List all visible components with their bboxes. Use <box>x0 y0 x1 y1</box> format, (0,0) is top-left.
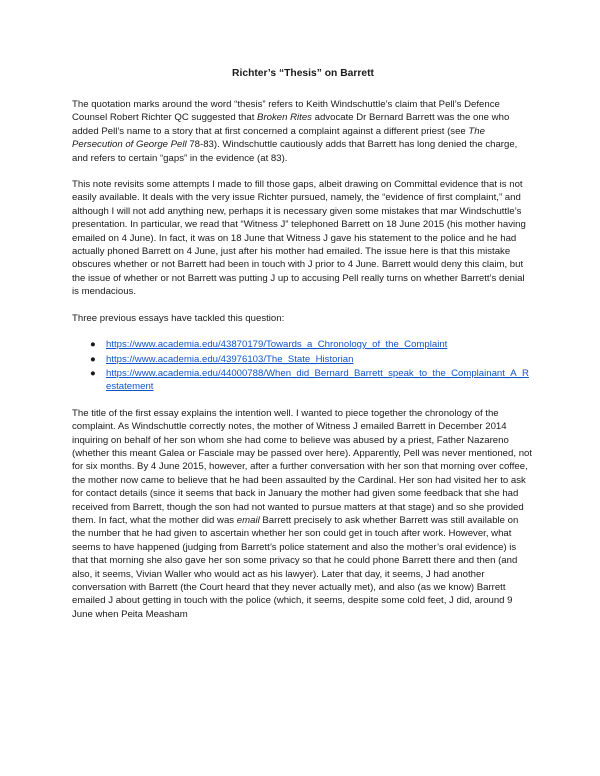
bullet-icon: ● <box>90 367 96 379</box>
document-title: Richter’s “Thesis” on Barrett <box>232 68 374 79</box>
essay-link-state-historian[interactable]: https://www.academia.edu/43976103/The_State_Historian <box>106 353 354 365</box>
essay-link-list <box>72 338 534 394</box>
paragraph-intro-italic-b: Broken Rites <box>257 112 312 124</box>
paragraph-intro-text-e: 78-83). Windschuttle cautiously adds that Barrett has long denied the charge, and refers to certain “gaps” in the evidence (at 83). <box>72 139 518 164</box>
paragraph-intro-text-c: advocate Dr Bernard Barrett was the one who added Pell’s name to a story that at first concerned a complaint against a different priest (see <box>72 112 510 137</box>
bullet-icon: ● <box>90 353 96 365</box>
paragraph-essays-intro: Three previous essays have tackled this question: <box>72 312 285 324</box>
paragraph-intro-text-a: The quotation marks around the word “thesis” refers to Keith Windschuttle’s claim that Pell’s Defence Counsel Robert Richter QC suggested that <box>72 99 500 124</box>
list-item <box>90 338 534 351</box>
paragraph-chronology <box>72 407 534 622</box>
paragraph-intro <box>72 98 534 165</box>
paragraph-note: This note revisits some attempts I made to fill those gaps, albeit drawing on Committal evidence that is not easily available. It deals with the very issue Richter pursued, namely, the “evidence of first complaint,” and although I will not add anything new, perhaps it is necessary given some mistakes that mar Windschuttle’s presentation. In particular, we read that “Witness J” telephoned Barrett on 18 June 2015 (his mother having emailed on 4 June). In fact, it was on 18 June that Witness J gave his statement to the police and he had actually phoned Barrett on 4 June, just after his mother had emailed. The issue here is that this mistake obscures whether or not Barrett had been in touch with J prior to 4 June. Barrett would deny this claim, but the issue of whether or not Barrett was putting J up to accusing Pell really turns on whether Barrett’s denial is mendacious. <box>72 179 526 298</box>
paragraph-chronology-italic-b: email <box>236 514 260 526</box>
bullet-icon: ● <box>90 339 96 351</box>
list-item <box>90 353 534 366</box>
paragraph-chronology-text-a: The title of the first essay explains the intention well. I wanted to piece together the chronology of the complaint. As Windschuttle correctly notes, the mother of Witness J emailed Barrett in December 2014 inquiring on behalf of her son whom she had come to believe was abused by a priest, Father Nazareno (whether this meant Galea or Fasciale may be passed over here). Apparently, Pell was never mentioned, not for six months. By 4 June 2015, however, after a further conversation with her son that morning over coffee, the mother now came to believe that he had been assaulted by the Cardinal. Her son had visited her to ask for contact details (since it seems that back in January the mother had given some feedback that she had received from Barrett, though the son had not wanted to pursue matters at that stage) and so she provided them. In fact, what the mother did was <box>72 407 533 526</box>
document-page <box>72 68 534 634</box>
essay-link-chronology[interactable]: https://www.academia.edu/43870179/Towards_a_Chronology_of_the_Complaint <box>106 339 448 351</box>
paragraph-intro-italic-d: The Persecution of George Pell <box>72 125 485 151</box>
paragraph-chronology-text-c: Barrett precisely to ask whether Barrett was still available on the number that he had given to ascertain whether her son could get in touch after work. However, what seems to have happened (judging from Barrett’s police statement and also the mother’s oral evidence) is that that morning she also gave her son some privacy so that he could phone Barrett there and then (and also, it seems, Vivian Waller who would act as his lawyer). Later that day, it seems, J had another conversation with Barrett (the Court heard that they never actually met), and also (as we know) Barrett emailed J about getting in touch with the police (which, it seems, despite some cold feet, J did, around 9 June when Peita Measham <box>72 514 519 620</box>
essay-link-restatement[interactable]: https://www.academia.edu/44000788/When_did_Bernard_Barrett_speak_to_the_Complainant_A_Restatement <box>106 367 529 393</box>
list-item <box>90 367 534 394</box>
